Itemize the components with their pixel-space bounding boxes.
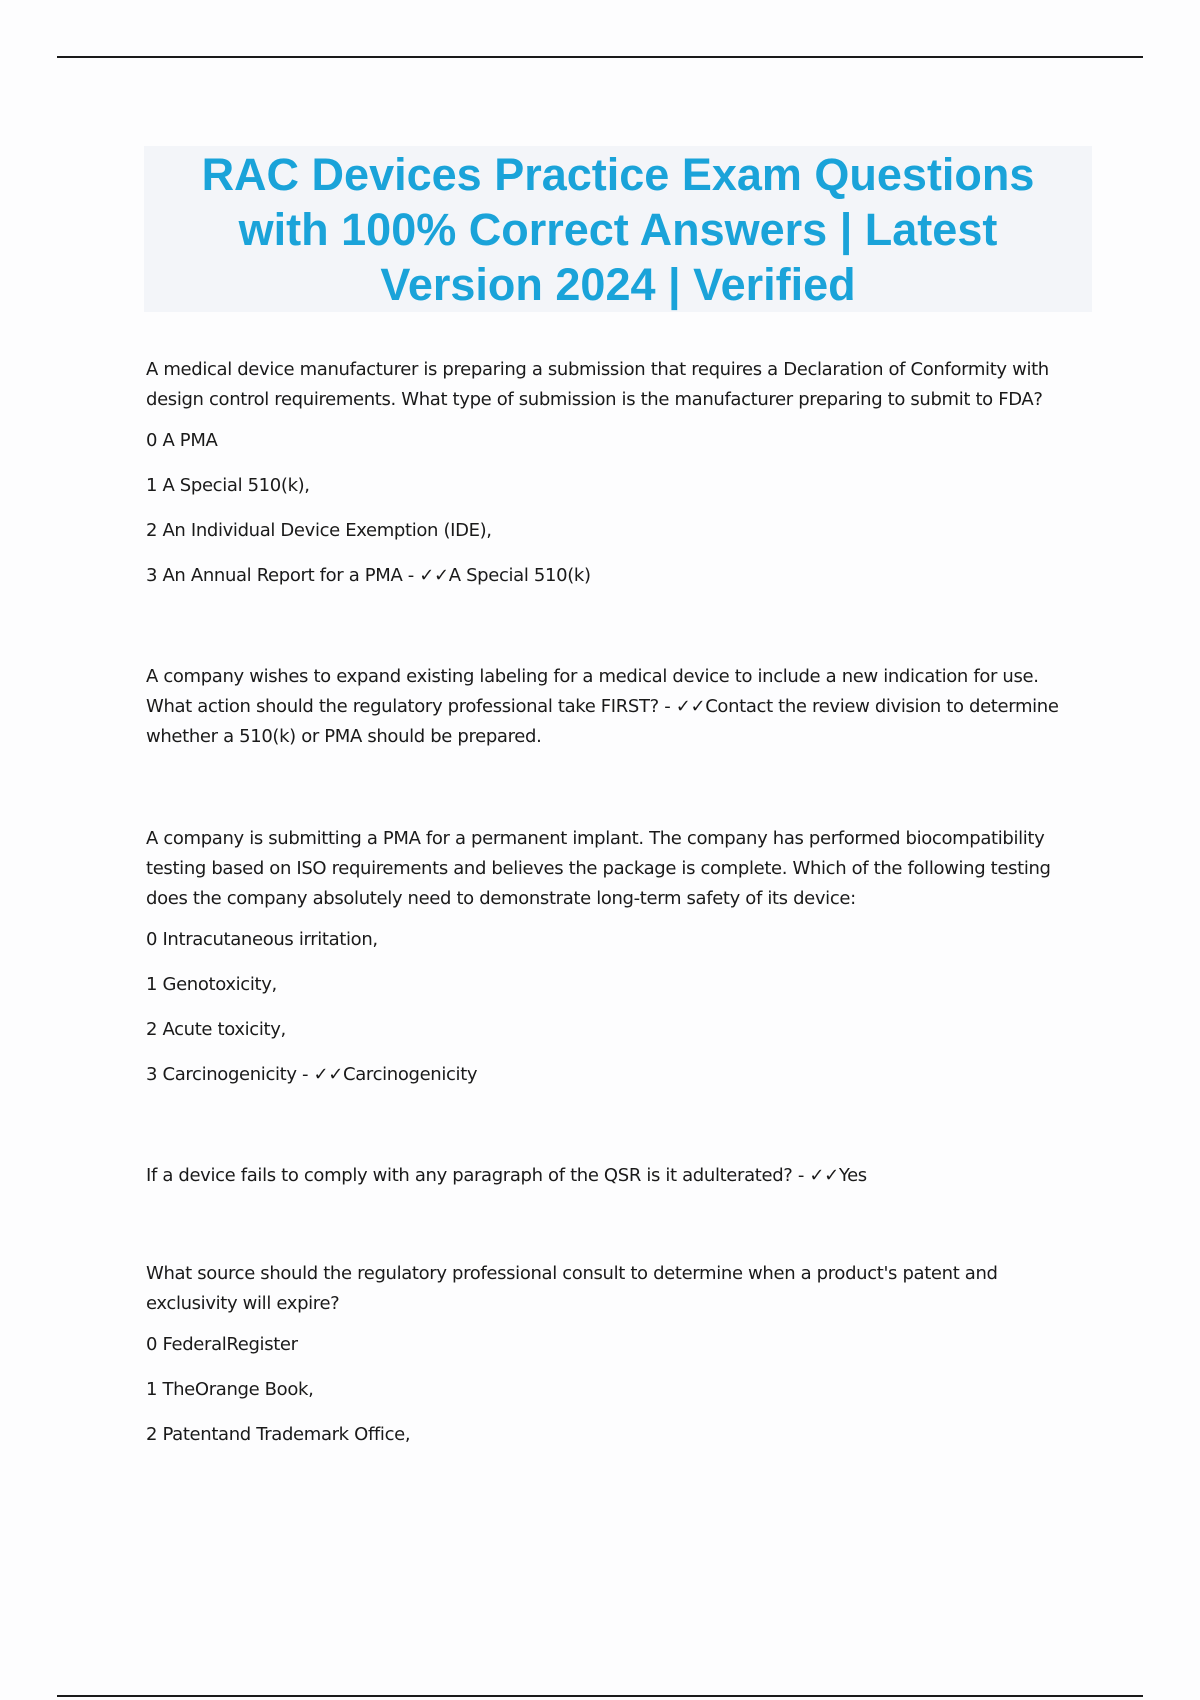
question-block	[146, 355, 1086, 588]
option-item: 0 A PMA	[146, 430, 218, 451]
option-item: 2 Acute toxicity,	[146, 1019, 286, 1040]
top-rule	[57, 56, 1143, 58]
option-item: 0 Intracutaneous irritation,	[146, 929, 378, 950]
question-block	[146, 662, 1086, 752]
title-line: RAC Devices Practice Exam Questions	[201, 148, 1035, 200]
option-item: 0 FederalRegister	[146, 1334, 298, 1355]
question-block	[146, 1259, 1086, 1447]
option-list	[146, 928, 1086, 1087]
question-block	[146, 1161, 1086, 1191]
option-item: 1 TheOrange Book,	[146, 1379, 314, 1400]
option-list	[146, 429, 1086, 588]
title-banner	[144, 146, 1092, 312]
option-list	[146, 1333, 1086, 1447]
question-text-with-answer: If a device fails to comply with any paragraph of the QSR is it adulterated? - ✓✓Yes	[146, 1165, 867, 1186]
option-item: 2 An Individual Device Exemption (IDE),	[146, 520, 492, 541]
question-text-with-answer: A company wishes to expand existing labeling for a medical device to include a new indication for use. What action should the regulatory professional take FIRST? - ✓✓Contact the review division to determine whether a 510(k) or PMA should be prepared.	[146, 666, 1059, 747]
question-text: A company is submitting a PMA for a permanent implant. The company has performed biocompatibility testing based on ISO requirements and believes the package is complete. Which of the following testing does the company absolutely need to demonstrate long-term safety of its device:	[146, 828, 1051, 909]
option-item-with-answer: 3 Carcinogenicity - ✓✓Carcinogenicity	[146, 1064, 478, 1085]
question-block	[146, 824, 1086, 1087]
title-line: Version 2024 | Verified	[380, 258, 856, 310]
question-text: A medical device manufacturer is preparing a submission that requires a Declaration of Conformity with design control requirements. What type of submission is the manufacturer preparing to submit to FDA?	[146, 359, 1049, 410]
question-text: What source should the regulatory professional consult to determine when a product's patent and exclusivity will expire?	[146, 1263, 998, 1314]
bottom-rule	[57, 1695, 1143, 1697]
option-item: 1 A Special 510(k),	[146, 475, 310, 496]
option-item: 1 Genotoxicity,	[146, 974, 277, 995]
option-item: 2 Patentand Trademark Office,	[146, 1424, 411, 1445]
question-list	[146, 355, 1086, 1447]
option-item-with-answer: 3 An Annual Report for a PMA - ✓✓A Special 510(k)	[146, 565, 591, 586]
title-line: with 100% Correct Answers | Latest	[238, 203, 998, 255]
